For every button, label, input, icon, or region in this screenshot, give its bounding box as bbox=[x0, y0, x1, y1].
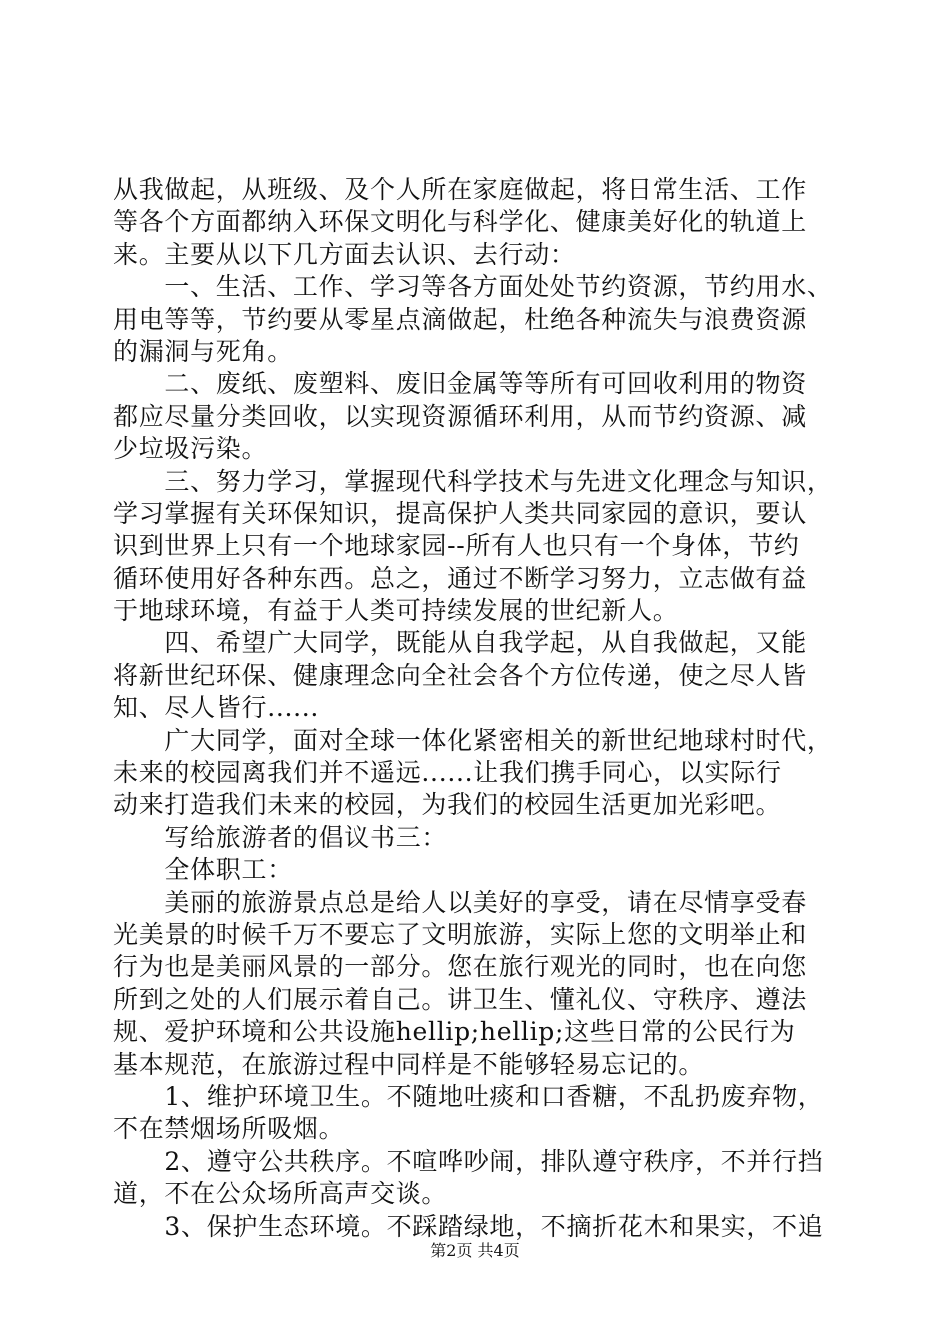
text-line: 1、维护环境卫生。不随地吐痰和口香糖，不乱扔废弃物， bbox=[113, 1081, 824, 1111]
page-number-footer: 第2页 共4页 bbox=[430, 1241, 520, 1260]
text-line: 行为也是美丽风景的一部分。您在旅行观光的同时，也在向您 bbox=[113, 952, 807, 982]
text-line: 循环使用好各种东西。总之，通过不断学习努力，立志做有益 bbox=[113, 563, 807, 593]
text-line: 美丽的旅游景点总是给人以美好的享受，请在尽情享受春 bbox=[113, 887, 807, 917]
text-line: 一、生活、工作、学习等各方面处处节约资源，节约用水、 bbox=[113, 272, 833, 302]
text-line: 道，不在公众场所高声交谈。 bbox=[113, 1179, 448, 1209]
text-line: 将新世纪环保、健康理念向全社会各个方位传递，使之尽人皆 bbox=[113, 660, 807, 690]
text-line: 基本规范，在旅游过程中同样是不能够轻易忘记的。 bbox=[113, 1049, 705, 1079]
document-body bbox=[113, 174, 833, 1243]
text-line: 等各个方面都纳入环保文明化与科学化、健康美好化的轨道上 bbox=[113, 207, 807, 237]
text-line: 未来的校园离我们并不遥远......让我们携手同心，以实际行 bbox=[113, 758, 782, 788]
text-line: 四、希望广大同学，既能从自我学起，从自我做起，又能 bbox=[113, 628, 807, 658]
text-line: 二、废纸、废塑料、废旧金属等等所有可回收利用的物资 bbox=[113, 369, 807, 399]
text-line: 写给旅游者的倡议书三： bbox=[113, 822, 448, 852]
text-line: 三、努力学习，掌握现代科学技术与先进文化理念与知识， bbox=[113, 466, 833, 496]
text-line: 广大同学，面对全球一体化紧密相关的新世纪地球村时代， bbox=[113, 725, 833, 755]
text-line: 少垃圾污染。 bbox=[113, 434, 268, 464]
text-line: 识到世界上只有一个地球家园--所有人也只有一个身体，节约 bbox=[113, 531, 800, 561]
text-line: 规、爱护环境和公共设施hellip;hellip;这些日常的公民行为 bbox=[113, 1017, 796, 1047]
text-line: 所到之处的人们展示着自己。讲卫生、懂礼仪、守秩序、遵法 bbox=[113, 984, 807, 1014]
text-line: 3、保护生态环境。不踩踏绿地，不摘折花木和果实，不追 bbox=[113, 1211, 824, 1241]
text-line: 用电等等，节约要从零星点滴做起，杜绝各种流失与浪费资源 bbox=[113, 304, 807, 334]
text-line: 来。主要从以下几方面去认识、去行动： bbox=[113, 239, 576, 269]
text-line: 全体职工： bbox=[113, 855, 293, 885]
text-line: 学习掌握有关环保知识，提高保护人类共同家园的意识，要认 bbox=[113, 498, 807, 528]
text-line: 动来打造我们未来的校园，为我们的校园生活更加光彩吧。 bbox=[113, 790, 782, 820]
text-line: 2、遵守公共秩序。不喧哗吵闹，排队遵守秩序，不并行挡 bbox=[113, 1146, 824, 1176]
text-line: 的漏洞与死角。 bbox=[113, 336, 293, 366]
text-line: 从我做起，从班级、及个人所在家庭做起，将日常生活、工作 bbox=[113, 175, 807, 204]
text-line: 于地球环境，有益于人类可持续发展的世纪新人。 bbox=[113, 596, 679, 626]
text-line: 不在禁烟场所吸烟。 bbox=[113, 1114, 345, 1144]
text-line: 光美景的时候千万不要忘了文明旅游，实际上您的文明举止和 bbox=[113, 919, 807, 949]
text-line: 知、尽人皆行...... bbox=[113, 693, 320, 723]
text-line: 都应尽量分类回收，以实现资源循环利用，从而节约资源、减 bbox=[113, 401, 807, 431]
